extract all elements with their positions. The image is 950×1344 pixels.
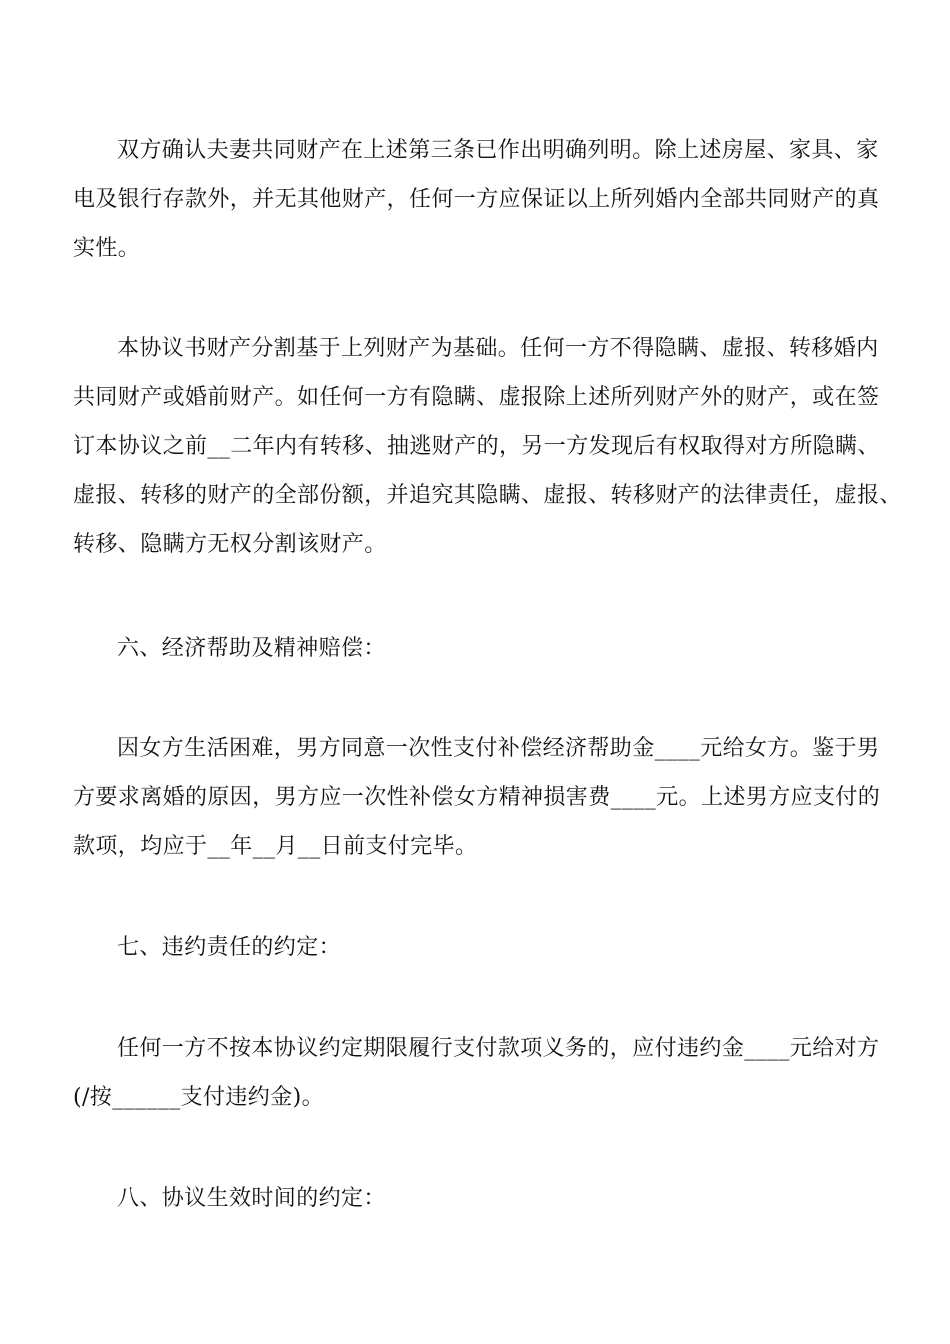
text-line: 共同财产或婚前财产。如任何一方有隐瞒、虚报除上述所列财产外的财产，或在签 [73,385,880,410]
text-line: 实性。 [73,236,141,261]
text-line: 本协议书财产分割基于上列财产为基础。任何一方不得隐瞒、虚报、转移婚内 [117,336,879,361]
heading-text: 八、协议生效时间的约定： [117,1186,386,1211]
text-line: 转移、隐瞒方无权分割该财产。 [73,532,387,557]
text-line: 电及银行存款外，并无其他财产，任何一方应保证以上所列婚内全部共同财产的真 [73,187,880,212]
text-line: 因女方生活困难，男方同意一次性支付补偿经济帮助金____元给女方。鉴于男 [117,736,880,761]
paragraph-property-confirmation [73,126,888,273]
text-line: 虚报、转移的财产的全部份额，并追究其隐瞒、虚报、转移财产的法律责任，虚报、 [73,483,902,508]
section-six-heading [73,624,888,673]
text-line: 方要求离婚的原因，男方应一次性补偿女方精神损害费____元。上述男方应支付的 [73,785,881,810]
text-line: 订本协议之前__二年内有转移、抽逃财产的，另一方发现后有权取得对方所隐瞒、 [73,434,880,459]
paragraph-section-seven-body [73,1024,888,1122]
text-line: (/按______支付违约金)。 [73,1085,324,1110]
heading-text: 六、经济帮助及精神赔偿： [117,636,386,661]
paragraph-property-division-basis [73,324,902,569]
paragraph-section-six-body [73,724,888,871]
text-line: 任何一方不按本协议约定期限履行支付款项义务的，应付违约金____元给对方 [117,1036,880,1061]
section-seven-heading [73,923,888,972]
heading-text: 七、违约责任的约定： [117,935,342,960]
section-eight-heading [73,1174,888,1223]
text-line: 款项，均应于__年__月__日前支付完毕。 [73,834,478,859]
text-line: 双方确认夫妻共同财产在上述第三条已作出明确列明。除上述房屋、家具、家 [117,138,879,163]
